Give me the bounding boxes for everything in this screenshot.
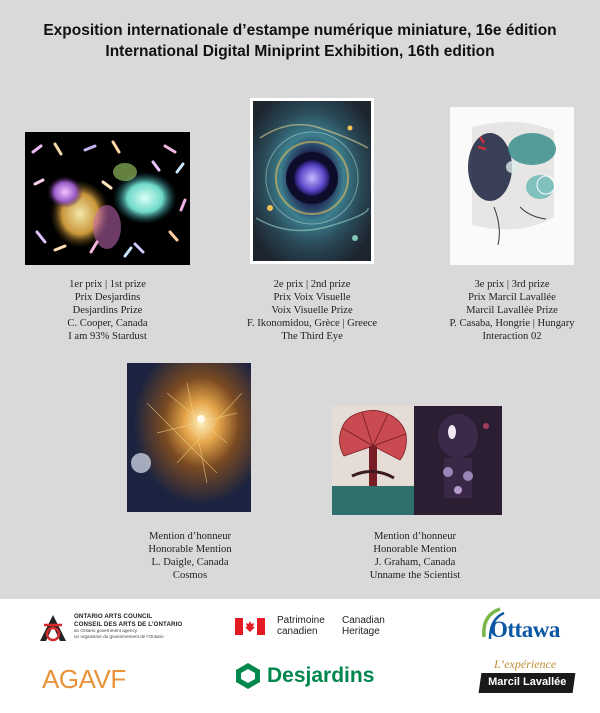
- desjardins-wordmark: Desjardins: [267, 664, 375, 687]
- canadian-heritage-logo: [235, 615, 385, 645]
- caption-line: L. Daigle, Canada: [151, 557, 229, 568]
- heritage-en-line2: Heritage: [342, 626, 380, 637]
- canada-flag-icon: [235, 618, 265, 635]
- oac-name-fr: CONSEIL DES ARTS DE L’ONTARIO: [74, 620, 183, 628]
- ottawa-logo: [478, 607, 578, 647]
- caption-line: F. Ikonomidou, Grèce | Greece: [246, 318, 378, 329]
- ottawa-wordmark: Ottawa: [490, 617, 560, 642]
- heritage-fr-line1: Patrimoine: [277, 615, 325, 626]
- exhibition-header: [0, 20, 600, 62]
- sponsors-band: [0, 599, 600, 713]
- caption-second-prize: [212, 278, 412, 343]
- artwork-third-prize: [450, 107, 574, 265]
- artwork-mention-cosmos: [127, 363, 251, 512]
- caption-line: P. Casaba, Hongrie | Hungary: [449, 318, 575, 329]
- caption-line: Mention d’honneur: [148, 531, 232, 542]
- caption-line: Honorable Mention: [373, 544, 457, 555]
- caption-line: Marcil Lavallée Prize: [466, 305, 558, 316]
- artwork-second-prize: [250, 98, 374, 264]
- caption-line: Cosmos: [172, 570, 208, 581]
- oac-name-en: ONTARIO ARTS COUNCIL: [74, 613, 153, 620]
- caption-mention-scientist: [315, 530, 515, 582]
- caption-line: Interaction 02: [482, 331, 542, 342]
- heritage-fr-line2: canadien: [277, 626, 318, 637]
- caption-line: Voix Visuelle Prize: [271, 305, 353, 316]
- agavf-logo: AGAVF: [42, 664, 126, 694]
- marcil-banner: [479, 673, 576, 693]
- caption-mention-cosmos: [90, 530, 290, 582]
- ontario-arts-council-logo: [38, 611, 188, 645]
- artwork-mention-scientist: [332, 406, 502, 515]
- desjardins-hexagon-icon: [235, 662, 261, 690]
- caption-line: Unname the Scientist: [369, 570, 461, 581]
- experience-tagline: L’expérience: [494, 657, 557, 671]
- caption-line: Honorable Mention: [148, 544, 232, 555]
- caption-line: 3e prix | 3rd prize: [474, 279, 550, 290]
- title-french: Exposition internationale d’estampe numérique miniature, 16e édition: [43, 22, 557, 39]
- heritage-en-line1: Canadian: [342, 615, 385, 626]
- oac-sub-fr: un organisme du gouvernement de l’Ontario: [74, 633, 164, 639]
- caption-line: Desjardins Prize: [72, 305, 143, 316]
- caption-line: The Third Eye: [281, 331, 343, 342]
- oac-emblem-icon: [38, 613, 68, 643]
- caption-first-prize: [15, 278, 200, 343]
- caption-line: J. Graham, Canada: [374, 557, 456, 568]
- title-english: International Digital Miniprint Exhibition, 16th edition: [105, 43, 495, 60]
- caption-line: 2e prix | 2nd prize: [273, 279, 351, 290]
- caption-line: 1er prix | 1st prize: [69, 279, 146, 290]
- caption-line: Prix Voix Visuelle: [273, 292, 351, 303]
- caption-line: Prix Marcil Lavallée: [468, 292, 556, 303]
- caption-line: Mention d’honneur: [373, 531, 457, 542]
- caption-third-prize: [412, 278, 600, 343]
- desjardins-logo: [235, 662, 385, 694]
- marcil-wordmark: Marcil Lavallée: [488, 676, 567, 688]
- oac-sub-en: an Ontario government agency: [74, 628, 138, 633]
- artwork-first-prize: [25, 132, 190, 265]
- caption-line: C. Cooper, Canada: [67, 318, 148, 329]
- caption-line: I am 93% Stardust: [68, 331, 147, 342]
- marcil-lavallee-logo: [480, 657, 576, 701]
- caption-line: Prix Desjardins: [74, 292, 141, 303]
